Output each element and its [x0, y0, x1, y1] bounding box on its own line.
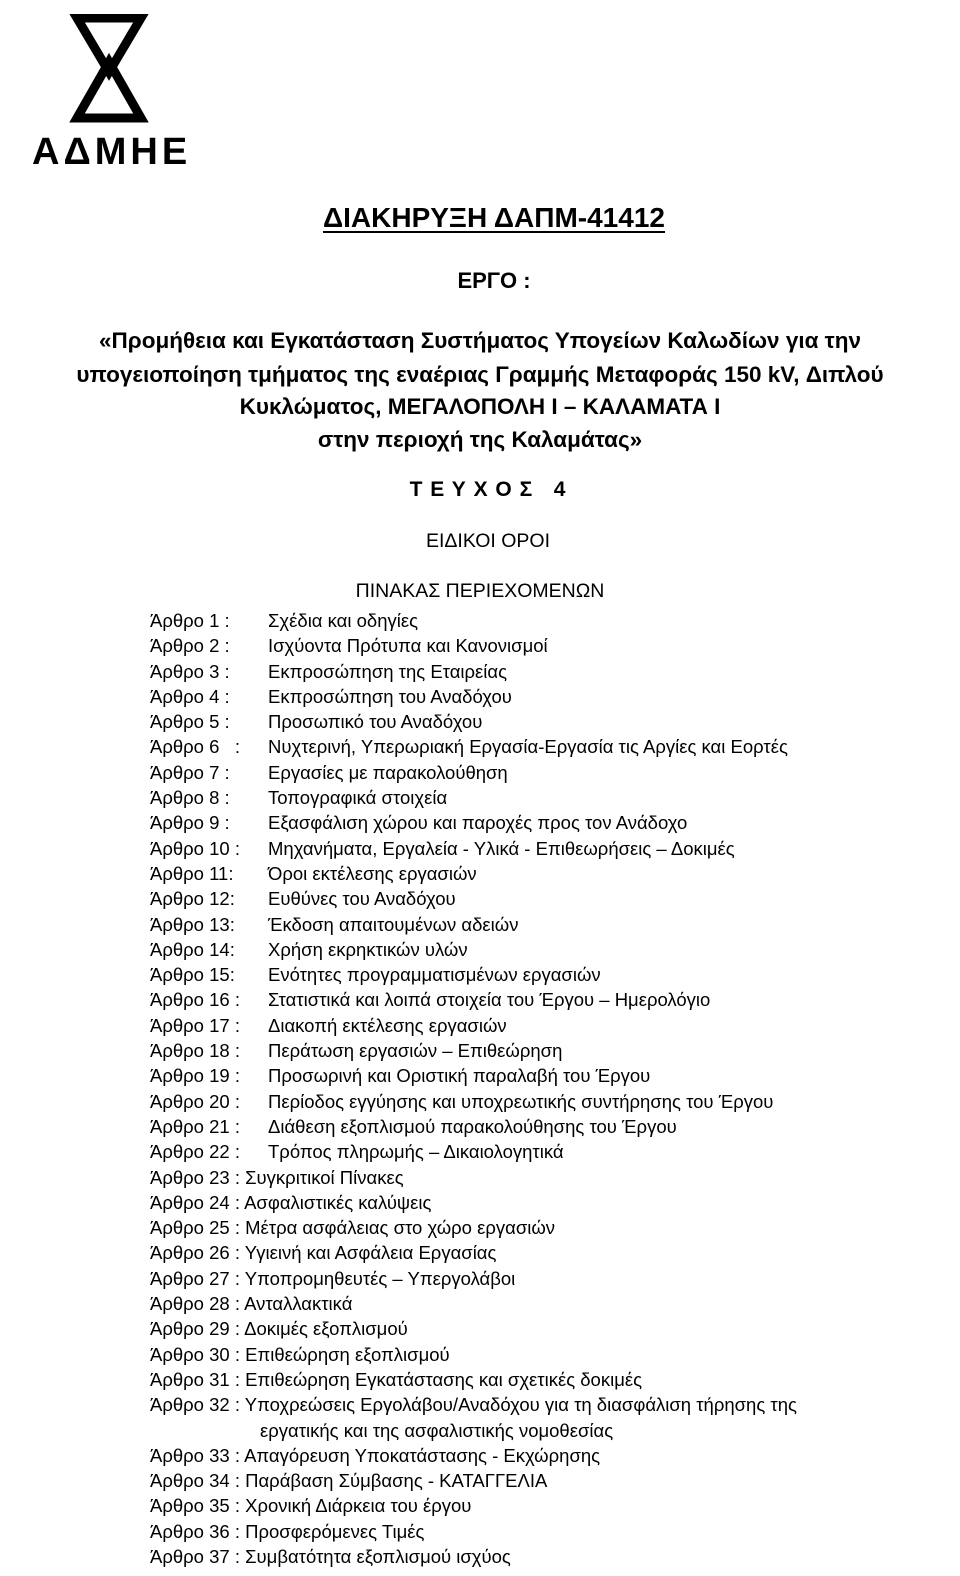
- toc-item: [150, 987, 950, 1012]
- toc-item: [150, 861, 950, 886]
- toc-item: [150, 1493, 950, 1518]
- toc-item-text: Άρθρο 28 : Ανταλλακτικά: [150, 1293, 353, 1315]
- toc-item-number: Άρθρο 11:: [150, 862, 234, 884]
- toc-item-text: Χρήση εκρηκτικών υλών: [268, 938, 468, 960]
- toc-item-number: Άρθρο 9 :: [150, 812, 230, 834]
- project-title-line: υπογειοποίηση τμήματος της εναέριας Γραμμής Μεταφοράς 150 kV, Διπλού: [76, 362, 884, 387]
- document-title: ΔΙΑΚΗΡΥΞΗ ΔΑΠΜ-41412: [323, 202, 665, 233]
- company-logo: [32, 14, 192, 173]
- toc-item-number: Άρθρο 15:: [150, 964, 235, 986]
- toc-item: [150, 1013, 950, 1038]
- toc-item-text: Έκδοση απαιτουμένων αδειών: [268, 913, 519, 935]
- toc-item-number: Άρθρο 13:: [150, 913, 235, 935]
- toc-item-text: Εξασφάλιση χώρου και παροχές προς τον Ανάδοχο: [268, 812, 688, 834]
- toc-item-text: Άρθρο 25 : Μέτρα ασφάλειας στο χώρο εργασιών: [150, 1217, 556, 1239]
- toc-item-text: Όροι εκτέλεσης εργασιών: [268, 862, 477, 884]
- toc-item: [150, 1316, 950, 1341]
- toc-item-text: Στατιστικά και λοιπά στοιχεία του Έργου – Ημερολόγιο: [268, 989, 711, 1011]
- admie-logo-icon: [32, 14, 182, 126]
- toc-item-text: Προσωπικό του Αναδόχου: [268, 711, 483, 733]
- toc-item: [150, 1468, 950, 1493]
- toc-item: [150, 1544, 950, 1569]
- toc-item-number: Άρθρο 8 :: [150, 787, 230, 809]
- toc-item: [150, 810, 950, 835]
- toc-item: [150, 608, 950, 633]
- toc-item: [150, 785, 950, 810]
- toc-item-number: Άρθρο 4 :: [150, 685, 230, 707]
- toc-item: [150, 1038, 950, 1063]
- section-title: ΕΙΔΙΚΟΙ ΟΡΟΙ: [425, 530, 551, 552]
- toc-item-text: Εργασίες με παρακολούθηση: [268, 761, 508, 783]
- toc-item-text: Περάτωση εργασιών – Επιθεώρηση: [268, 1040, 563, 1062]
- logo-wordmark: ΑΔΜΗΕ: [32, 131, 192, 173]
- toc-item-text: Άρθρο 31 : Επιθεώρηση Εγκατάστασης και σχετικές δοκιμές: [150, 1368, 643, 1390]
- toc-item-continuation: εργατικής και της ασφαλιστικής νομοθεσίας: [260, 1419, 614, 1441]
- toc-item: [150, 633, 950, 658]
- toc-item: [150, 734, 950, 759]
- toc-item-number: Άρθρο 22 :: [150, 1141, 240, 1163]
- toc-item-text: Μηχανήματα, Εργαλεία - Υλικά - Επιθεωρήσεις – Δοκιμές: [268, 837, 735, 859]
- toc-item-text: Ευθύνες του Αναδόχου: [268, 888, 456, 910]
- toc-item-number: Άρθρο 12:: [150, 888, 235, 910]
- toc-item: [150, 1190, 950, 1215]
- toc-item: [150, 1063, 950, 1088]
- toc-item: [150, 836, 950, 861]
- toc-item-text: Άρθρο 27 : Υποπρομηθευτές – Υπεργολάβοι: [150, 1267, 516, 1289]
- toc-item: [150, 937, 950, 962]
- toc-item-number: Άρθρο 21 :: [150, 1115, 240, 1137]
- toc-item-text: Ισχύοντα Πρότυπα και Κανονισμοί: [268, 635, 548, 657]
- toc-item-text: Άρθρο 24 : Ασφαλιστικές καλύψεις: [150, 1191, 432, 1213]
- toc-item-text: Άρθρο 26 : Υγιεινή και Ασφάλεια Εργασίας: [150, 1242, 497, 1264]
- project-label: ΕΡΓΟ :: [457, 268, 531, 293]
- toc-item: [150, 1266, 950, 1291]
- toc-item-text: Τοπογραφικά στοιχεία: [268, 787, 448, 809]
- toc-item-text: Προσωρινή και Οριστική παραλαβή του Έργου: [268, 1065, 651, 1087]
- toc-item: [150, 1291, 950, 1316]
- toc-item: [150, 1114, 950, 1139]
- toc-title: ΠΙΝΑΚΑΣ ΠΕΡΙΕΧΟΜΕΝΩΝ: [355, 580, 605, 602]
- toc-item-number: Άρθρο 5 :: [150, 711, 230, 733]
- toc-item: [150, 659, 950, 684]
- toc-item: [150, 1215, 950, 1240]
- toc-item-number: Άρθρο 19 :: [150, 1065, 240, 1087]
- toc-item-number: Άρθρο 17 :: [150, 1014, 240, 1036]
- toc-item-text: Άρθρο 32 : Υποχρεώσεις Εργολάβου/Αναδόχου για τη διασφάλιση τήρησης της: [150, 1394, 797, 1416]
- toc-item-text: Άρθρο 30 : Επιθεώρηση εξοπλισμού: [150, 1343, 450, 1365]
- toc-item-number: Άρθρο 16 :: [150, 989, 240, 1011]
- toc-item: [150, 1240, 950, 1265]
- project-title-line: Κυκλώματος, ΜΕΓΑΛΟΠΟΛΗ Ι – ΚΑΛΑΜΑΤΑ Ι: [239, 394, 721, 419]
- toc-item-number: Άρθρο 20 :: [150, 1090, 240, 1112]
- toc-item-text: Περίοδος εγγύησης και υποχρεωτικής συντήρησης του Έργου: [268, 1090, 774, 1112]
- toc-item-text: Σχέδια και οδηγίες: [268, 610, 419, 631]
- toc-item-text: Διακοπή εκτέλεσης εργασιών: [268, 1014, 507, 1036]
- toc-item-text: Άρθρο 36 : Προσφερόμενες Τιμές: [150, 1520, 425, 1542]
- toc-item-number: Άρθρο 14:: [150, 938, 235, 960]
- toc-item-text: Εκπροσώπηση της Εταιρείας: [268, 660, 508, 682]
- toc-item-text: Άρθρο 33 : Απαγόρευση Υποκατάστασης - Εκχώρησης: [150, 1444, 601, 1466]
- toc-item-text: Ενότητες προγραμματισμένων εργασιών: [268, 964, 601, 986]
- toc-item: [150, 1139, 950, 1164]
- toc-item-number: Άρθρο 3 :: [150, 660, 230, 682]
- toc-item: [150, 1165, 950, 1190]
- toc-item-text: Άρθρο 23 : Συγκριτικοί Πίνακες: [150, 1166, 404, 1188]
- toc-item-text: Νυχτερινή, Υπερωριακή Εργασία-Εργασία τις Αργίες και Εορτές: [268, 736, 788, 758]
- toc-item: [150, 1367, 950, 1392]
- toc-item-number: Άρθρο 10 :: [150, 837, 240, 859]
- toc-item: [150, 1392, 950, 1417]
- toc-item: [150, 1443, 950, 1468]
- table-of-contents: [150, 608, 950, 1569]
- toc-item-number: Άρθρο 2 :: [150, 635, 230, 657]
- toc-item-text: Άρθρο 37 : Συμβατότητα εξοπλισμού ισχύος: [150, 1545, 511, 1567]
- toc-item: [150, 760, 950, 785]
- toc-item: [150, 709, 950, 734]
- toc-item: [150, 684, 950, 709]
- toc-item: [150, 1342, 950, 1367]
- toc-item-text: Διάθεση εξοπλισμού παρακολούθησης του Έργου: [268, 1115, 677, 1137]
- toc-item: [150, 886, 950, 911]
- toc-item: [150, 1089, 950, 1114]
- toc-item-text: Άρθρο 34 : Παράβαση Σύμβασης - ΚΑΤΑΓΓΕΛΙΑ: [150, 1470, 548, 1492]
- toc-item-text: Άρθρο 29 : Δοκιμές εξοπλισμού: [150, 1318, 408, 1340]
- toc-item-text: Εκπροσώπηση του Αναδόχου: [268, 685, 512, 707]
- toc-item: [150, 1519, 950, 1544]
- toc-item-number: Άρθρο 1 :: [150, 610, 230, 631]
- toc-item: [150, 962, 950, 987]
- toc-item: [150, 912, 950, 937]
- toc-item-number: Άρθρο 18 :: [150, 1040, 240, 1062]
- toc-item-text: Άρθρο 35 : Χρονική Διάρκεια του έργου: [150, 1495, 472, 1517]
- volume-label: Τ Ε Υ Χ Ο Σ 4: [409, 478, 567, 501]
- project-title-line: «Προμήθεια και Εγκατάσταση Συστήματος Υπογείων Καλωδίων για την: [99, 328, 861, 353]
- toc-item-text: Τρόπος πληρωμής – Δικαιολογητικά: [268, 1141, 564, 1163]
- project-title-line: στην περιοχή της Καλαμάτας»: [317, 427, 643, 452]
- toc-item-number: Άρθρο 6 :: [150, 736, 240, 758]
- toc-item-number: Άρθρο 7 :: [150, 761, 230, 783]
